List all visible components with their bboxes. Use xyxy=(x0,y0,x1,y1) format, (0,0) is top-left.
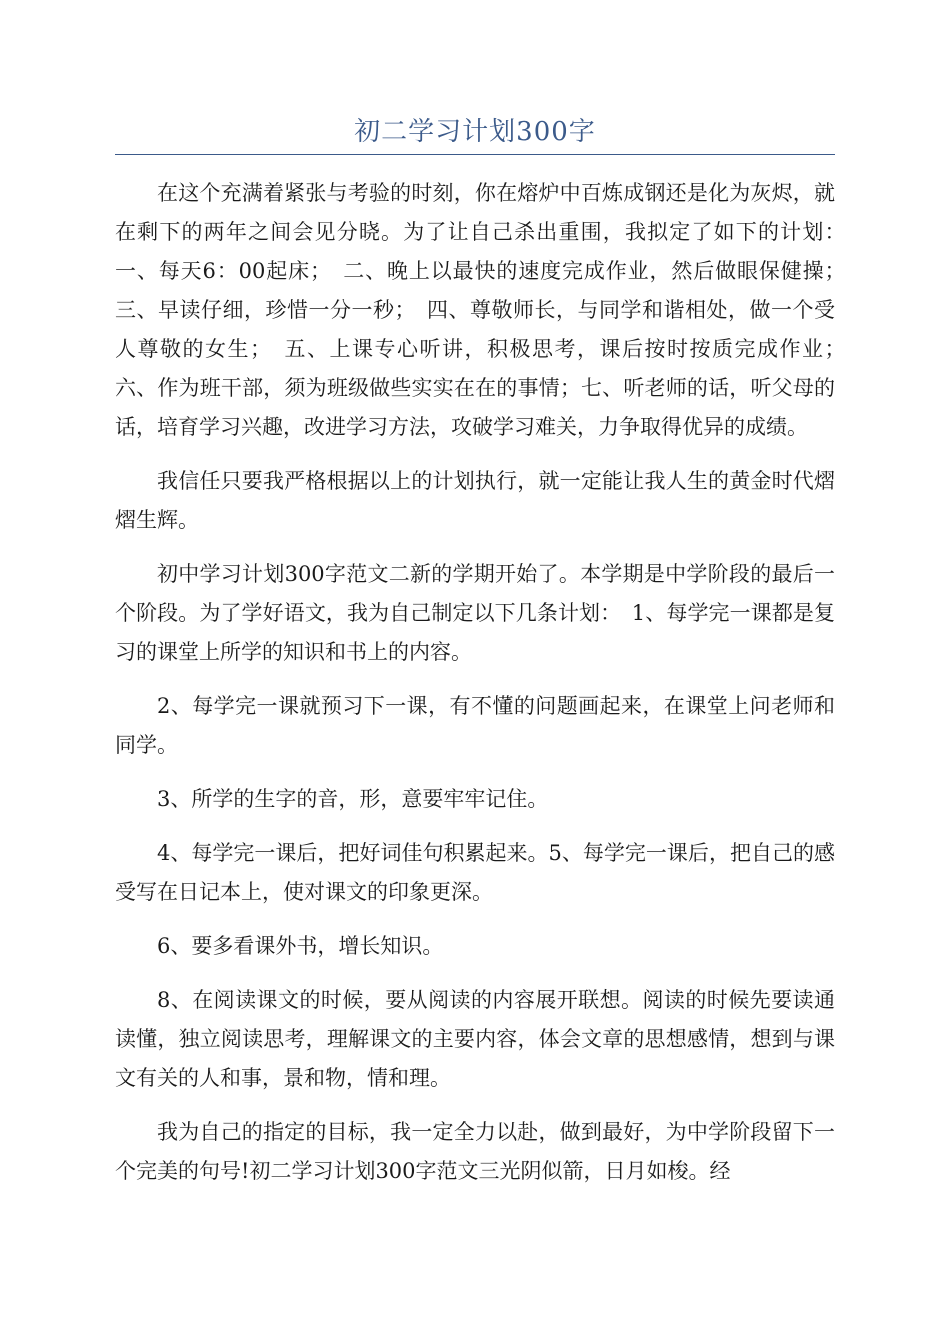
title-underline xyxy=(115,154,835,155)
paragraph-9: 我为自己的指定的目标，我一定全力以赴，做到最好，为中学阶段留下一个完美的句号!初二学习计划300字范文三光阴似箭，日月如梭。经 xyxy=(115,1120,835,1183)
document-title: 初二学习计划300字 xyxy=(354,117,596,147)
document-body xyxy=(115,174,877,1206)
paragraph-6: 4、每学完一课后，把好词佳句积累起来。5、每学完一课后，把自己的感受写在日记本上，使对课文的印象更深。 xyxy=(115,841,835,904)
paragraph-4: 2、每学完一课就预习下一课，有不懂的问题画起来，在课堂上问老师和同学。 xyxy=(115,694,835,757)
paragraph-3: 初中学习计划300字范文二新的学期开始了。本学期是中学阶段的最后一个阶段。为了学好语文，我为自己制定以下几条计划： 1、每学完一课都是复习的课堂上所学的知识和书上的内容。 xyxy=(115,562,835,664)
paragraph-2: 我信任只要我严格根据以上的计划执行，就一定能让我人生的黄金时代熠熠生辉。 xyxy=(115,469,835,532)
paragraph-8: 8、在阅读课文的时候，要从阅读的内容展开联想。阅读的时候先要读通读懂，独立阅读思考，理解课文的主要内容，体会文章的思想感情，想到与课文有关的人和事，景和物，情和理。 xyxy=(115,988,835,1090)
paragraph-7: 6、要多看课外书，增长知识。 xyxy=(157,934,444,958)
paragraph-5: 3、所学的生字的音，形，意要牢牢记住。 xyxy=(157,787,549,811)
paragraph-1: 在这个充满着紧张与考验的时刻，你在熔炉中百炼成钢还是化为灰烬，就在剩下的两年之间会见分晓。为了让自己杀出重围，我拟定了如下的计划： 一、每天6：00起床； 二、晚上以最快的速度完成作业，然后做眼保健操； 三、早读仔细，珍惜一分一秒； 四、尊敬师长，与同学和谐相处，做一个受人尊敬的女生； 五、上课专心听讲，积极思考，课后按时按质完成作业； 六、作为班干部，须为班级做些实实在在的事情；七、听老师的话，听父母的话，培育学习兴趣，改进学习方法，攻破学习难关，力争取得优异的成绩。 xyxy=(115,181,877,439)
